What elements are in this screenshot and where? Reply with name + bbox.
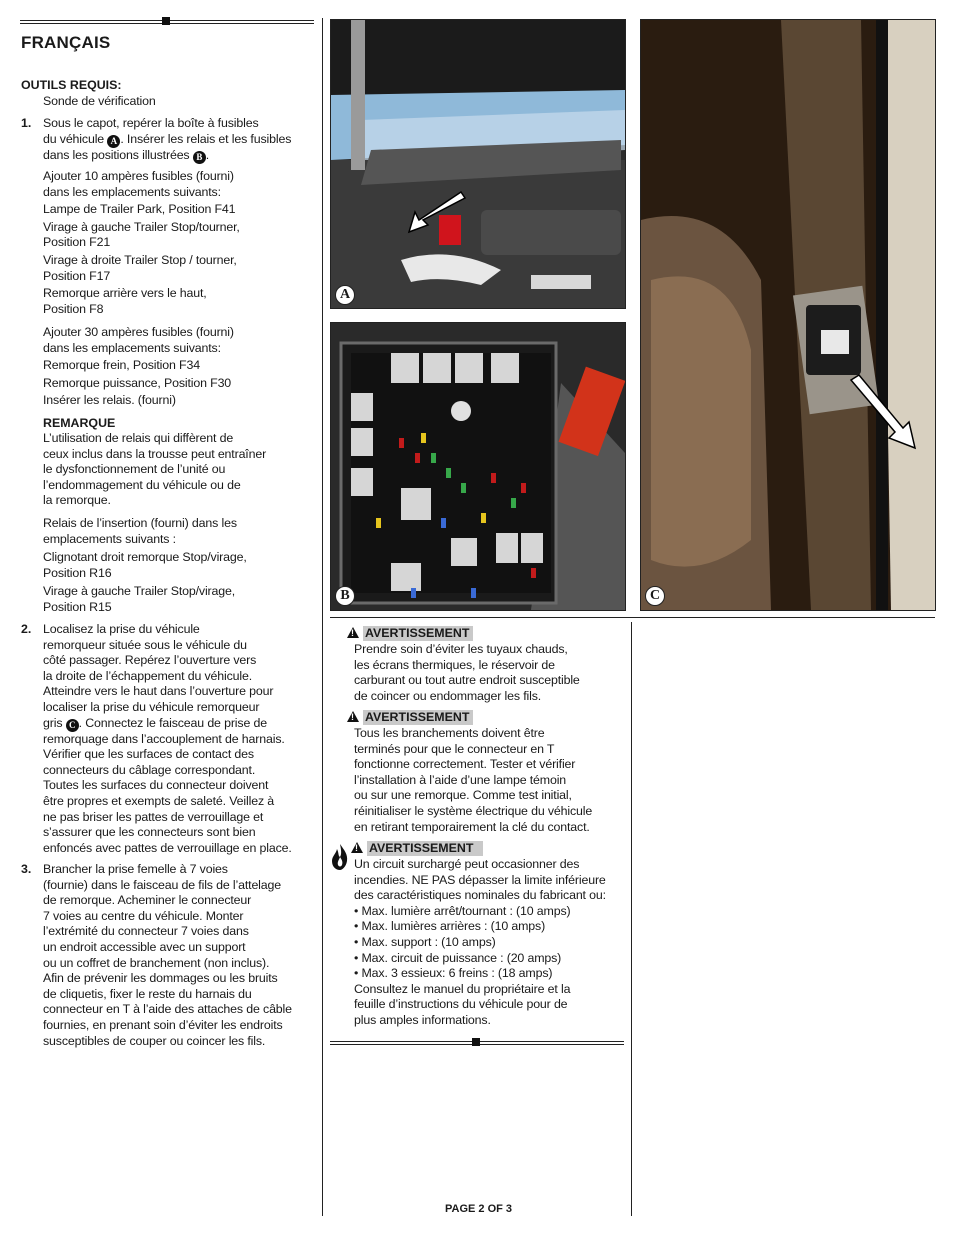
language-heading: FRANÇAIS [21, 33, 111, 52]
fire-icon [330, 843, 350, 871]
tools-heading: OUTILS REQUIS: [21, 78, 122, 92]
warning-triangle-icon [347, 711, 359, 722]
warning-2: !AVERTISSEMENT Tous les branchements doivent être terminés pour que le connecteur en T fonctionne correctement. Tester et vérifier l’installation à l’aide d’une lampe témoin ou sur une remorque. Comme test initial, réinitialiser le système électrique du véhicule en retirant temporairement la clé du contact. [347, 708, 592, 835]
tools-item: Sonde de vérification [43, 94, 156, 108]
photo-c-illustration [641, 20, 935, 610]
photo-a-label: A [335, 285, 355, 305]
photo-b-fuse-box [330, 322, 626, 611]
step-2-number: 2. [21, 622, 32, 636]
note-heading: REMARQUE [43, 416, 116, 430]
top-rule-left [20, 20, 314, 24]
warnings-bottom-rule [330, 1041, 624, 1045]
photo-c-label: C [645, 586, 665, 606]
ref-c-icon: C [66, 719, 79, 732]
step-1-text: Sous le capot, repérer la boîte à fusibles du véhicule A . Insérer les relais et les fusibles dans les positions illustrées B . [43, 116, 292, 162]
photo-c-under-vehicle [640, 19, 936, 611]
warning-triangle-icon [347, 627, 359, 638]
photo-a-engine-bay [330, 19, 626, 309]
note-text: L’utilisation de relais qui diffèrent de ceux inclus dans la trousse peut entraîner le dysfonctionnement de l’unité ou l’endommagement du véhicule ou de la remorque. [43, 431, 267, 508]
ref-a-icon: A [107, 135, 120, 148]
column-divider-2 [631, 622, 632, 1216]
photo-a-illustration [331, 20, 625, 308]
photo-b-illustration [331, 323, 625, 610]
ref-b-icon: B [193, 151, 206, 164]
fuse10-list: Ajouter 10 ampères fusibles (fourni) dans les emplacements suivants: Lampe de Trailer Park, Position F41 Virage à gauche Trailer Stop/tourner, Position F21 Virage à droite Trailer Stop / tourner, Position F17 Remorque arrière vers le haut, Position F8 [43, 169, 240, 316]
step-2-text: Localisez la prise du véhicule remorqueur située sous le véhicule du côté passager. Repérez l’ouverture vers la droite de l’échappement du véhicule. Atteindre vers le haut dans l’ouverture pour localiser la prise du véhicule remorqueur gris C . Connectez le faisceau de prise de remorquage dans l’accouplement de harnais. Vérifier que les surfaces de contact des connecteurs du câblage correspondant. Toutes les surfaces du connecteur doivent être propres et exempts de saleté. Veillez à ne pas briser les pattes de verrouillage et s’assurer que les connecteurs sont bien enfoncés avec pattes de verrouillage en place. [43, 622, 292, 855]
warning-triangle-icon [351, 842, 363, 853]
fuse30-list: Ajouter 30 ampères fusibles (fourni) dans les emplacements suivants: Remorque frein, Position F34 Remorque puissance, Position F30 Insérer les relais. (fourni) [43, 325, 234, 408]
step-3-number: 3. [21, 862, 32, 876]
page-number: PAGE 2 OF 3 [445, 1203, 513, 1215]
photo-b-label: B [335, 586, 355, 606]
relay-list: Relais de l’insertion (fourni) dans les emplacements suivants : Clignotant droit remorque Stop/virage, Position R16 Virage à gauche Trailer Stop/virage, Position R15 [43, 516, 247, 614]
step-3-text: Brancher la prise femelle à 7 voies (fournie) dans le faisceau de fils de l’attelage de remorque. Acheminer le connecteur 7 voies au centre du véhicule. Monter l’extrémité du connecteur 7 voies dans un endroit accessible avec un support ou un coffret de branchement (non inclus). Afin de prévenir les dommages ou les bruits de cliquetis, fixer le reste du harnais du connecteur en T à l’aide des attaches de câble fournies, en prenant soin d’éviter les endroits susceptibles de couper ou coincer les fils. [43, 862, 292, 1048]
column-divider-1 [322, 18, 323, 1216]
step-1-number: 1. [21, 116, 32, 130]
photo-bottom-rule [330, 617, 935, 618]
warning-3: !AVERTISSEMENT Un circuit surchargé peut occasionner des incendies. NE PAS dépasser la limite inférieure des caractéristiques nominales du fabricant ou: • Max. lumière arrêt/tournant : (10 amps) • Max. lumières arrières : (10 amps) • Max. support : (10 amps) • Max. circuit de puissance : (20 amps) • Max. 3 essieux: 6 freins : (18 amps) Consultez le manuel du propriétaire et la feuille d’instructions du véhicule pour de plus amples informations. [330, 839, 606, 1029]
warning-1: !AVERTISSEMENT Prendre soin d’éviter les tuyaux chauds, les écrans thermiques, le réservoir de carburant ou tout autre endroit susceptible de coincer ou endommager les fils. [347, 624, 580, 704]
